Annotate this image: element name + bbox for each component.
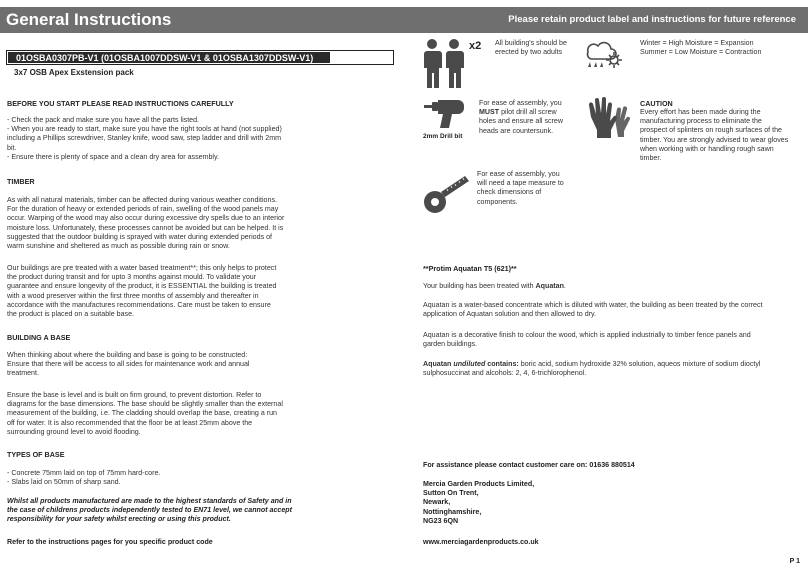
drill-label: 2mm Drill bit — [423, 133, 463, 140]
page-title: General Instructions — [6, 10, 172, 29]
text-line: Every effort has been made during the — [640, 108, 761, 116]
product-code-box — [6, 50, 394, 65]
timber-heading: TIMBER — [7, 177, 35, 186]
header-note: Please retain product label and instructions for future reference — [508, 14, 796, 25]
text-line: occur. Warping of the wood may also occur during excessive dry spells due to an interior — [7, 214, 285, 223]
tape-text — [477, 170, 564, 207]
text-line: diagrams for the base dimensions. The base should be slightly smaller than the external — [7, 400, 283, 409]
text-line: treatment. — [7, 369, 39, 378]
protim-treated — [423, 282, 566, 291]
website-link[interactable]: www.merciagardenproducts.co.uk — [423, 538, 539, 546]
base-text-2 — [7, 391, 283, 437]
address-line: Newark, — [423, 498, 451, 507]
before-text — [7, 116, 282, 162]
header-bar — [0, 7, 808, 33]
safety-text — [7, 497, 292, 525]
protim-p3 — [423, 360, 761, 378]
text-line: prospect of splinters on rough surfaces of the — [640, 126, 782, 135]
text-line: components. — [477, 197, 518, 206]
two-people-icon — [420, 38, 468, 90]
text-line: surrounding ground level to avoid flooding. — [7, 427, 141, 436]
text-line: the product is placed on a suitable base. — [7, 310, 134, 319]
text-line: erected by two adults — [495, 48, 563, 57]
text-line — [479, 108, 563, 117]
text-fragment: pilot drill all screw — [499, 108, 557, 117]
gloves-icon — [585, 97, 631, 143]
text-fragment: contains: — [485, 360, 519, 368]
text-line: guarantee and ensure longevity of the product, it is ESSENTIAL the building is treated — [7, 282, 277, 291]
text-line: For ease of assembly, you — [479, 99, 562, 107]
text-line: All building's should be — [495, 39, 567, 47]
text-line: when working with or handling rough sawn — [640, 144, 774, 153]
people-count: x2 — [469, 40, 482, 52]
text-line: - Check the pack and make sure you have all the parts listed. — [7, 116, 200, 124]
people-text — [495, 39, 567, 57]
text-line: check dimensions of — [477, 188, 542, 197]
text-line: When thinking about where the building and base is going to be constructed: — [7, 351, 248, 359]
must-emphasis: MUST — [479, 108, 500, 117]
text-line: responsibility for your safety whilst erecting or using this product. — [7, 515, 231, 524]
protim-p2 — [423, 331, 751, 349]
text-line: Summer = Low Moisture = Contraction — [640, 48, 762, 57]
text-line: the case of childrens products independently tested to EN71 level, we cannot accept — [7, 506, 293, 515]
text-fragment: boric acid, sodium hydroxide 32% solution, aqueos mixture of sodium dioctyl — [518, 360, 761, 368]
treated-text — [7, 264, 276, 319]
text-line: For ease of assembly, you — [477, 170, 560, 178]
text-line: garden buildings. — [423, 340, 478, 349]
base-heading: BUILDING A BASE — [7, 333, 71, 342]
text-line: Ensure that there will be access to all sides for maintenance work and annual — [7, 360, 250, 369]
caution-text — [640, 108, 788, 163]
types-heading: TYPES OF BASE — [7, 450, 65, 459]
base-text-1 — [7, 351, 250, 379]
text-line: holes and ensure all screw — [479, 117, 563, 126]
text-line — [423, 360, 761, 369]
caution-heading: CAUTION — [640, 99, 673, 108]
text-line: Winter = High Moisture = Expansion — [640, 39, 754, 47]
text-line: Ensure the base is level and is built on firm ground, to prevent distortion. Refer to — [7, 391, 262, 399]
product-codes: 01OSBA0307PB-V1 (01OSBA1007DDSW-V1 & 01OSBA1307DDSW-V1) — [16, 53, 314, 63]
text-line: suggested that the outdoor building is sprayed with water during extended periods of — [7, 232, 273, 241]
before-heading: BEFORE YOU START PLEASE READ INSTRUCTIONS CAREFULLY — [7, 99, 234, 108]
text-line: accordance with the manufactures recommendations. Care must be taken to ensure — [7, 300, 271, 309]
text-line: Our buildings are pre treated with a water based treatment**; this only helps to protect — [7, 264, 277, 272]
product-code-fill — [8, 52, 330, 63]
address-line: NG23 6QN — [423, 516, 459, 525]
timber-text — [7, 196, 284, 251]
text-line: measurement of the building, i.e. The cladding should overlap the base, creating a run — [7, 409, 277, 418]
text-fragment: Aquatan — [423, 360, 454, 368]
text-line: Aquatan is a water-based concentrate which is diluted with water, the building as been treated by the correct — [423, 301, 763, 309]
text-line: As with all natural materials, timber can be affected during various weather conditions. — [7, 196, 277, 204]
refer-text: Refer to the instructions pages for you specific product code — [7, 538, 213, 546]
text-line: moisture loss. Unfortunately, these processes cannot be avoided but can be helped. It is — [7, 223, 284, 232]
text-line: bit. — [7, 143, 17, 152]
address-line: Mercia Garden Products Limited, — [423, 480, 535, 488]
text-line: For the duration of heavy or extended periods of rain, swelling of the wood panels may — [7, 205, 279, 214]
page-number: P 1 — [789, 558, 800, 565]
protim-heading: **Protim Aquatan T5 (621)** — [423, 264, 517, 273]
company-address — [423, 480, 534, 526]
text-line: will need a tape measure to — [477, 179, 564, 188]
text-line: Aquatan is a decorative finish to colour the wood, which is applied industrially to timber fence panels and — [423, 331, 751, 339]
text-line: including a Phillips screwdriver, Stanley knife, wood saw, step ladder and drill with 2mm — [7, 134, 282, 143]
text-line: warm sunshine and sheltered as much as possible during rain or snow. — [7, 242, 230, 251]
moisture-text — [640, 39, 761, 57]
text-line: application of Aquatan solution and then allowed to dry. — [423, 310, 596, 319]
protim-p1 — [423, 301, 763, 319]
tape-measure-icon — [423, 172, 471, 216]
text-line: the product during transit and for upto 3 months against mould. To validate your — [7, 273, 257, 282]
text-line: - When you are ready to start, make sure you have the right tools at hand (not supplied) — [7, 125, 282, 134]
product-name: 3x7 OSB Apex Exstension pack — [14, 68, 134, 77]
text-fragment: undiluted — [453, 360, 486, 368]
text-line: timber. — [640, 154, 662, 163]
drill-text — [479, 99, 563, 136]
text-line: Whilst all products manufactured are made to the highest standards of Safety and in — [7, 497, 292, 505]
text-line: - Concrete 75mm laid on top of 75mm hard-core. — [7, 469, 161, 477]
text-line: heads are countersunk. — [479, 126, 554, 135]
weather-icon — [584, 38, 624, 70]
text-fragment: Aquatan — [535, 282, 564, 290]
text-line: manufacturing process to eliminate the — [640, 117, 762, 126]
text-line: - Ensure there is plenty of space and a clean dry area for assembly. — [7, 152, 220, 161]
text-line: - Slabs laid on 50mm of sharp sand. — [7, 478, 121, 487]
address-line: Nottinghamshire, — [423, 507, 482, 516]
text-line: off for water. It is also recommended that the floor be at least 25mm above the — [7, 418, 253, 427]
text-line: timber. You are strongly advised to wear gloves — [640, 135, 789, 144]
text-line: sulphosuccinat and alcohols: 2, 4, 6-trichlorophenol. — [423, 369, 587, 378]
text-fragment: Your building has been treated with — [423, 282, 536, 290]
text-line: with a wood preserver within the first three months of assembly and thereafter in — [7, 291, 259, 300]
types-text — [7, 469, 160, 487]
address-line: Sutton On Trent, — [423, 489, 479, 498]
text-fragment: . — [563, 282, 566, 290]
drill-icon — [424, 97, 468, 131]
assistance-text: For assistance please contact customer care on: 01636 880514 — [423, 461, 635, 469]
